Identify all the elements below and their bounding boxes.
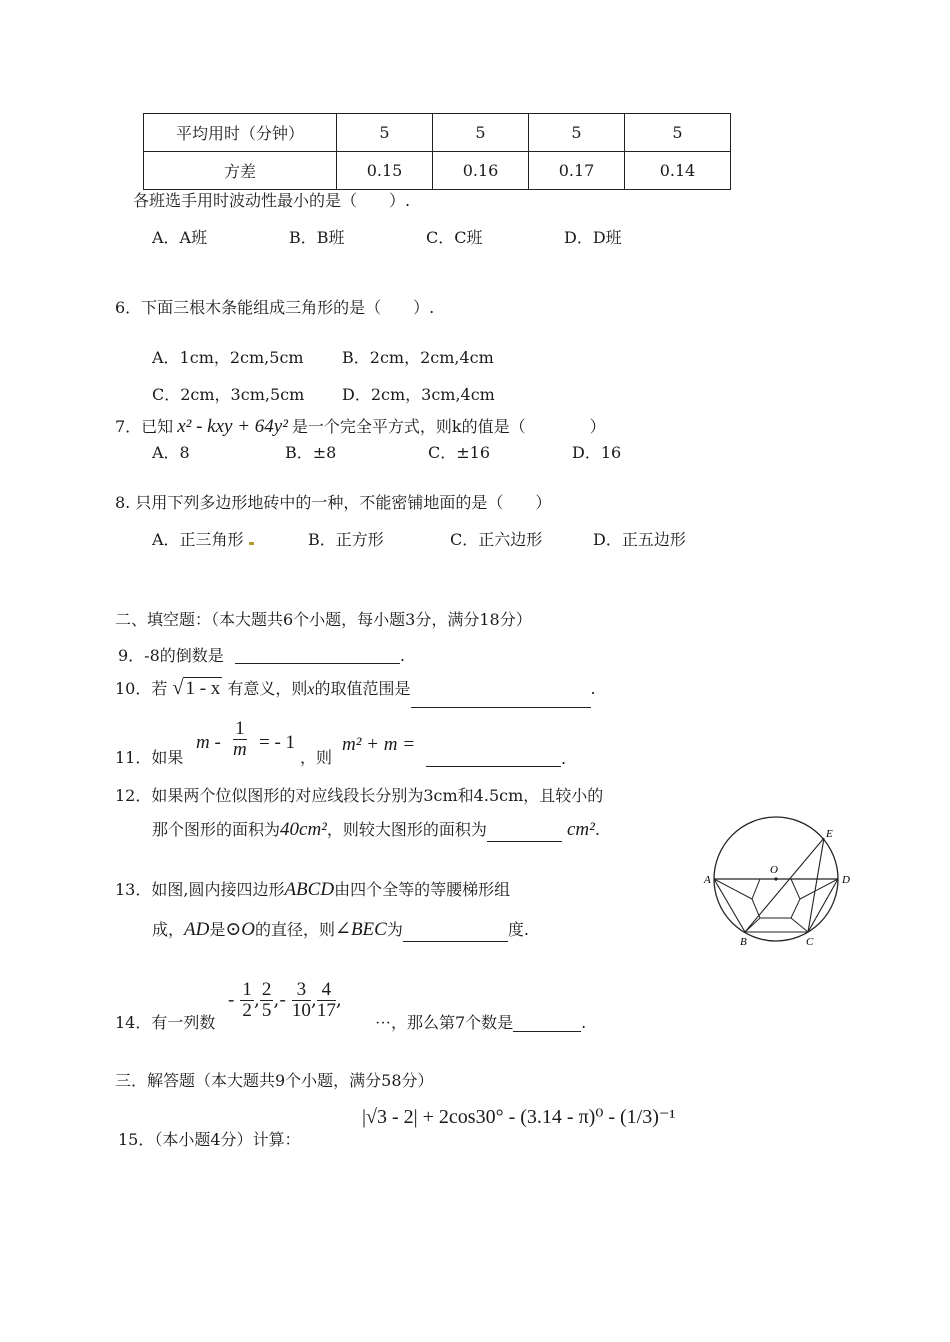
q8-option-a-text: A．正三角形 — [152, 530, 244, 549]
fraction-sign: - — [279, 989, 286, 1011]
table-cell: 方差 — [144, 152, 337, 190]
table-cell: 0.15 — [337, 152, 433, 190]
q11-prefix: 11．如果 — [115, 748, 184, 767]
q7-suffix: 是一个完全平方式，则k的值是（ ） — [291, 417, 606, 436]
q15-prefix: 15．（本小题4分）计算： — [118, 1130, 301, 1149]
sequence-fraction — [292, 980, 311, 1021]
q11-answer: . — [426, 750, 566, 767]
table-cell: 5 — [433, 114, 529, 152]
q12-unit: cm² — [566, 819, 595, 840]
q13-line2-c: 的直径，则 — [255, 920, 336, 939]
q13-line2-b: 是 — [209, 920, 226, 939]
q14-sequence: - $\frac{1}{2}$ , $\frac{2}{5}$ ,- $\frac{3}{10}$ , $\frac{4}{17}$ , — [228, 979, 342, 1021]
q13-line1 — [115, 878, 510, 902]
sequence-fraction — [240, 980, 254, 1021]
q5-option-d: D．D班 — [564, 228, 622, 247]
fraction-denominator: 10 — [291, 999, 311, 1021]
q7-option-b: B．±8 — [285, 443, 337, 462]
q10-prefix: 10．若 — [115, 679, 168, 698]
highlight-mark — [249, 542, 254, 545]
q13-line2 — [152, 918, 529, 942]
table-cell: 5 — [625, 114, 731, 152]
figure-label-a: A — [704, 874, 711, 886]
sqrt-sign-icon: √ — [172, 677, 184, 699]
q15-expression: |√3 - 2| + 2cos30° - (3.14 - π)⁰ - (1/3)⁻¹ — [362, 1106, 676, 1128]
circle-figure — [700, 815, 865, 950]
table-cell: 0.16 — [433, 152, 529, 190]
q6-option-b: B．2cm，2cm,4cm — [342, 348, 494, 367]
q12-area: 40cm² — [280, 819, 327, 840]
figure-label-e: E — [826, 828, 833, 840]
answer-blank — [403, 923, 508, 942]
q11-fraction — [233, 719, 247, 760]
q7-option-c: C．±16 — [428, 443, 491, 462]
answer-blank — [426, 750, 561, 767]
table-cell: 0.14 — [625, 152, 731, 190]
q13-angle: ∠BEC — [335, 919, 387, 940]
figure-label-o: O — [770, 864, 778, 876]
q8-option-a — [152, 532, 254, 548]
q7-option-d: D．16 — [572, 443, 622, 462]
sequence-fraction — [317, 980, 336, 1021]
answer-blank — [487, 823, 562, 842]
fraction-sign: - — [228, 989, 235, 1011]
fraction-numerator: 1 — [233, 719, 247, 740]
q11-eq-right: = - 1 — [259, 732, 296, 753]
q13-line1-end: 由四个全等的等腰梯形组 — [334, 880, 511, 899]
q8-option-b: B．正方形 — [308, 530, 384, 549]
q6-option-d: D．2cm，3cm,4cm — [342, 385, 495, 404]
fraction-denominator: m — [233, 738, 247, 760]
q14-tail: ···，那么第7个数是 . — [375, 1013, 587, 1032]
q5-stem: 各班选手用时波动性最小的是（ ）. — [133, 191, 411, 210]
q8-option-d: D．正五边形 — [593, 530, 686, 549]
fraction-numerator: 3 — [292, 980, 311, 1001]
q5-option-a: A．A班 — [152, 228, 208, 247]
q8-stem: 8. 只用下列多边形地砖中的一种，不能密铺地面的是（ ） — [115, 493, 552, 512]
q11-eq-left: m - — [196, 732, 221, 753]
q5-option-b: B．B班 — [289, 228, 345, 247]
section-3-heading: 三．解答题（本大题共9个小题，满分58分） — [115, 1071, 434, 1090]
fraction-denominator: 5 — [261, 999, 272, 1021]
section-2-heading: 二、填空题：（本大题共6个小题，每小题3分，满分18分） — [115, 610, 532, 629]
q12-line1: 12．如果两个位似图形的对应线段长分别为3cm和4.5cm，且较小的 — [115, 786, 604, 805]
table-row — [144, 114, 731, 152]
q10: 10．若 √ 1 - x 有意义，则x的取值范围是 . — [115, 670, 596, 708]
q13-quad: ABCD — [284, 879, 335, 900]
answer-blank — [411, 707, 591, 708]
table-cell: 5 — [529, 114, 625, 152]
q6-option-a: A．1cm，2cm,5cm — [152, 348, 304, 367]
figure-inner-hexagon — [752, 879, 800, 918]
q13-line1-start: 13．如图,圆内接四边形 — [115, 880, 285, 899]
q13-circle: ⊙O — [225, 919, 256, 940]
sequence-fraction — [260, 980, 274, 1021]
q7-prefix: 7．已知 — [115, 417, 174, 436]
table-cell: 平均用时（分钟） — [144, 114, 337, 152]
q10-suffix1: 有意义，则 — [227, 679, 308, 698]
q10-radicand: 1 - x — [185, 678, 221, 699]
figure-center-dot — [774, 877, 777, 880]
figure-label-d: D — [842, 874, 850, 886]
q14-ellipsis: ··· — [375, 1015, 391, 1032]
answer-blank — [235, 663, 400, 664]
q14-suffix: ，那么第7个数是 — [390, 1013, 514, 1032]
fraction-numerator: 2 — [261, 979, 272, 1000]
q11-mid: ，则 — [300, 748, 333, 767]
q13-line2-e: 度. — [507, 920, 529, 939]
fraction-denominator: 17 — [316, 999, 336, 1021]
answer-blank — [513, 1015, 581, 1032]
q9-text: 9．-8的倒数是 — [118, 646, 224, 665]
q7-option-a: A．8 — [152, 443, 190, 462]
q10-variable: x — [307, 681, 315, 698]
q14-prefix: 14．有一列数 — [115, 1013, 216, 1032]
table-row — [144, 152, 731, 190]
q12-line2-mid: ，则较大图形的面积为 — [326, 820, 487, 839]
fraction-numerator: 4 — [317, 980, 336, 1001]
figure-label-c: C — [806, 936, 814, 948]
q10-suffix2: 的取值范围是 — [314, 679, 411, 698]
figure-label-b: B — [740, 936, 747, 948]
fraction-denominator: 2 — [242, 999, 252, 1021]
fraction-numerator: 1 — [242, 979, 252, 1000]
q7-stem — [115, 414, 606, 440]
q13-ad: AD — [184, 919, 210, 940]
q6-stem: 6．下面三根木条能组成三角形的是（ ）. — [115, 298, 435, 317]
q7-expression: x² - kxy + 64y² — [177, 416, 288, 437]
table-cell: 0.17 — [529, 152, 625, 190]
q12-line2: 那个图形的面积为40cm²，则较大图形的面积为 cm². — [152, 819, 600, 840]
variance-table — [143, 113, 731, 190]
q6-option-c: C．2cm，3cm,5cm — [152, 385, 305, 404]
q8-option-c: C．正六边形 — [450, 530, 543, 549]
q13-line2-a: 成， — [152, 920, 185, 939]
figure-line — [791, 918, 808, 932]
q13-line2-d: 为 — [386, 920, 403, 939]
q12-line2-start: 那个图形的面积为 — [152, 820, 281, 839]
table-cell: 5 — [337, 114, 433, 152]
q9: 9．-8的倒数是 . — [118, 646, 405, 665]
q5-option-c: C．C班 — [426, 228, 483, 247]
q11-expression: m² + m = — [342, 734, 416, 755]
